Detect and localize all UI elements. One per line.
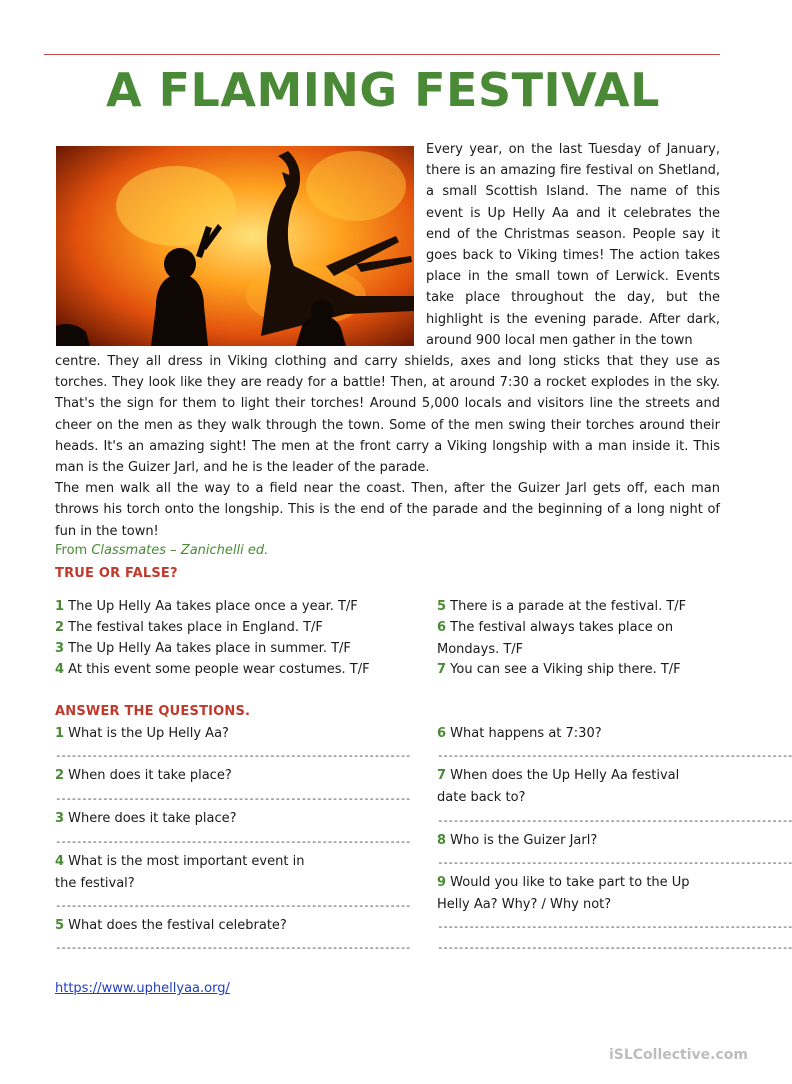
item-number: 9 [437,875,447,890]
true-false-heading: TRUE OR FALSE? [55,566,178,581]
question-4 [55,851,305,894]
question-8 [437,830,717,852]
item-text: The Up Helly Aa takes place in summer. T/F [64,641,351,656]
item-number: 1 [55,599,65,614]
item-number: 5 [437,599,447,614]
item-number: 6 [437,726,447,741]
answer-line[interactable]: -------------------------------------------------------------------- [55,792,411,805]
reading-paragraph-2: The men walk all the way to a field near the coast. Then, after the Guizer Jarl gets off, each man throws his torch onto the longship. This is the end of the parade and the beginning of a long night of fun in the town! [55,481,720,539]
item-text: Who is the Guizer Jarl? [446,833,598,848]
website-link[interactable]: https://www.uphellyaa.org/ [55,981,230,996]
question-1 [55,723,355,745]
item-text: Where does it take place? [64,811,237,826]
item-text: What is the Up Helly Aa? [64,726,229,741]
question-6 [437,723,717,745]
item-text: What does the festival celebrate? [64,918,287,933]
item-number: 2 [55,768,65,783]
answer-line[interactable]: -------------------------------------------------------------------- [55,835,411,848]
answer-line[interactable]: -------------------------------------------------------------------- [55,899,411,912]
item-number: 5 [55,918,65,933]
question-7 [437,765,702,808]
tf-item-7 [437,659,717,681]
questions-heading: ANSWER THE QUESTIONS. [55,704,251,719]
answer-line[interactable]: -------------------------------------------------------------------- [55,749,411,762]
question-5 [55,915,355,937]
answer-line[interactable]: -------------------------------------------------------------------- [437,920,792,933]
answer-line[interactable]: -------------------------------------------------------------------- [437,749,792,762]
source-credit [55,543,268,558]
reading-paragraph-1: centre. They all dress in Viking clothing and carry shields, axes and long sticks that they use as torches. They look like they are ready for a battle! Then, at around 7:30 a rocket explodes in the sky. That's the sign for them to light their torches! Around 5,000 locals and visitors line the streets and cheer on the men as they walk through the town. Some of the men swing their torches around their heads. It's an amazing sight! The men at the front carry a Viking longship with a man inside it. This man is the Guizer Jarl, and he is the leader of the parade. [55,354,720,476]
item-number: 3 [55,811,65,826]
tf-item-3 [55,638,415,660]
item-text: There is a parade at the festival. T/F [446,599,687,614]
item-text: The festival takes place in England. T/F [64,620,323,635]
viking-ship-fire-photo [56,146,414,346]
page-title: A FLAMING FESTIVAL [106,63,660,117]
item-number: 7 [437,768,447,783]
reading-text-bottom [55,351,720,542]
item-text: What is the most important event in the festival? [55,854,305,891]
item-number: 8 [437,833,447,848]
question-2 [55,765,355,787]
answer-line[interactable]: -------------------------------------------------------------------- [437,814,792,827]
item-number: 6 [437,620,447,635]
source-title: Classmates – Zanichelli ed. [91,543,269,558]
item-text: You can see a Viking ship there. T/F [446,662,681,677]
item-number: 2 [55,620,65,635]
answer-line[interactable]: -------------------------------------------------------------------- [437,941,792,954]
top-rule [44,54,720,55]
source-prefix: From [55,543,92,558]
reading-text-top: Every year, on the last Tuesday of January, there is an amazing fire festival on Shetland, a small Scottish Island. The name of this event is Up Helly Aa and it celebrates the end of the Christmas season. People say it goes back to Viking times! The action takes place in the small town of Lerwick. Events take place throughout the day, but the highlight is the evening parade. After dark, around 900 local men gather in the town [426,142,720,348]
tf-item-2 [55,617,415,639]
answer-line[interactable]: -------------------------------------------------------------------- [437,856,792,869]
item-text: At this event some people wear costumes. T/F [64,662,370,677]
watermark: iSLCollective.com [608,1047,748,1063]
item-text: The Up Helly Aa takes place once a year. T/F [64,599,358,614]
item-text: When does it take place? [64,768,232,783]
item-number: 4 [55,854,65,869]
item-text: The festival always takes place on Mondays. T/F [437,620,674,657]
item-text: What happens at 7:30? [446,726,602,741]
item-number: 7 [437,662,447,677]
item-number: 4 [55,662,65,677]
tf-item-4 [55,659,425,681]
item-text: When does the Up Helly Aa festival date back to? [437,768,680,805]
question-9 [437,872,712,915]
item-number: 3 [55,641,65,656]
answer-line[interactable]: -------------------------------------------------------------------- [55,941,411,954]
tf-item-1 [55,596,415,618]
tf-item-6 [437,617,692,660]
item-text: Would you like to take part to the Up Helly Aa? Why? / Why not? [437,875,690,912]
question-3 [55,808,355,830]
item-number: 1 [55,726,65,741]
tf-item-5 [437,596,717,618]
